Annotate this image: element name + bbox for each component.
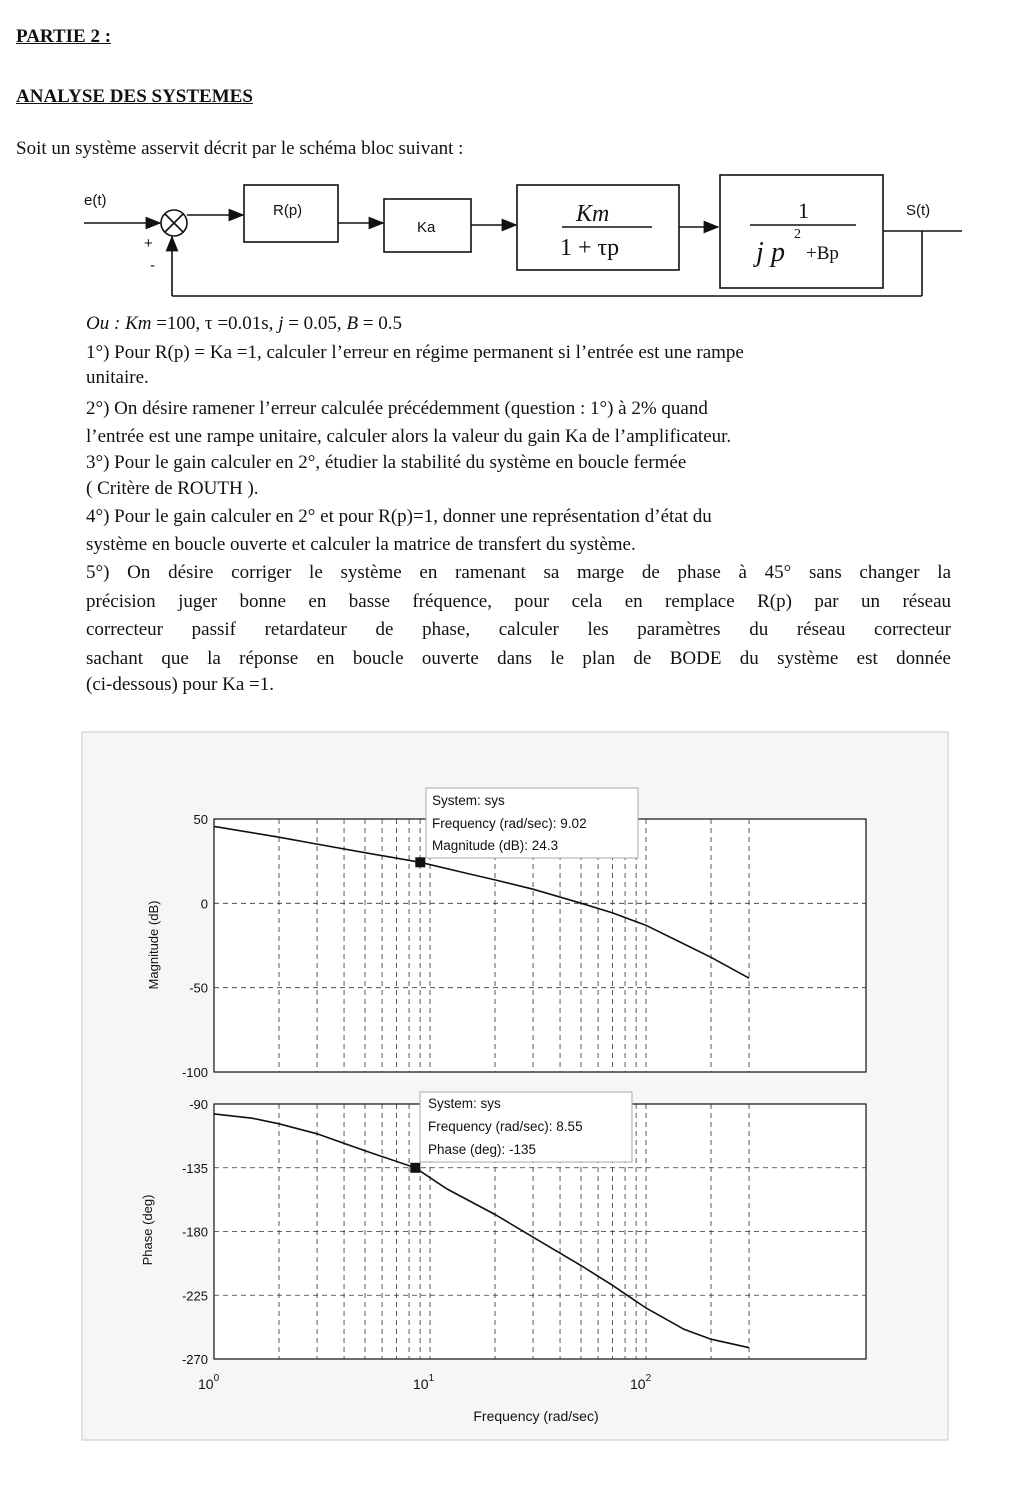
question-5-line-5: (ci-dessous) pour Ka =1. [86, 674, 275, 695]
magnitude-datatip-marker [415, 857, 425, 867]
phase-datatip [420, 1092, 632, 1162]
magnitude-y-tick-label: -100 [181, 1065, 208, 1080]
phase-y-tick-label: -90 [189, 1097, 208, 1112]
motor-numerator: Km [576, 201, 610, 227]
question-3-line-2: ( Critère de ROUTH ). [86, 477, 259, 499]
param-b: B [346, 313, 359, 334]
param-j-value: = 0.05, [283, 313, 347, 334]
question-5-line-2: précision juger bonne en basse fréquence, pour cela en remplace R(p) par un réseau [86, 590, 951, 612]
questions [86, 310, 951, 697]
question-1-line-1: 1°) Pour R(p) = Ka =1, calculer l’erreur en régime permanent si l’entrée est une rampe [86, 341, 744, 363]
plant-numerator: 1 [798, 198, 809, 223]
x-tick-label-10e1: $10^1$ [413, 1373, 435, 1392]
magnitude-datatip-system: System: sys [432, 793, 505, 808]
param-j: j [278, 313, 284, 334]
question-4-line-1: 4°) Pour le gain calculer en 2° et pour R(p)=1, donner une représentation d’état du [86, 505, 712, 527]
intro-text: Soit un système asservit décrit par le schéma bloc suivant : [16, 138, 464, 159]
param-b-value: = 0.5 [358, 313, 403, 334]
plant-den-j: j [756, 237, 764, 268]
question-2-line-2: l’entrée est une rampe unitaire, calculer alors la valeur du gain Ka de l’amplificateur. [86, 425, 732, 447]
section-heading: ANALYSE DES SYSTEMES [16, 86, 253, 107]
plant-den-rest: +Bp [806, 243, 839, 264]
motor-denominator: 1 + τp [560, 235, 620, 261]
bode-plot [0, 730, 1013, 1460]
phase-y-tick-label: -135 [181, 1160, 208, 1176]
block-ka-label: Ka [417, 219, 436, 236]
question-1-line-2: unitaire. [86, 367, 149, 388]
phase-datatip-value: Phase (deg): -135 [428, 1142, 537, 1157]
params-ou: Ou : [86, 313, 121, 334]
magnitude-datatip-value: Magnitude (dB): 24.3 [432, 838, 559, 853]
x-tick-label-10e2: $10^2$ [630, 1373, 652, 1392]
question-2-line-1: 2°) On désire ramener l’erreur calculée précédemment (question : 1°) à 2% quand [86, 398, 708, 419]
x-axis-label: Frequency (rad/sec) [473, 1408, 599, 1424]
phase-datatip-frequency: Frequency (rad/sec): 8.55 [428, 1119, 583, 1134]
phase-y-tick-label: -225 [181, 1288, 208, 1304]
phase-ylabel: Phase (deg) [140, 1194, 155, 1266]
plant-den-exponent: 2 [794, 227, 801, 242]
phase-datatip-system: System: sys [428, 1096, 501, 1111]
input-label: e(t) [84, 192, 107, 209]
question-4-line-2: système en boucle ouverte et calculer la matrice de transfert du système. [86, 533, 636, 555]
minus-sign: - [150, 257, 155, 274]
params-line [86, 310, 951, 339]
block-r-label: R(p) [273, 202, 303, 219]
block-diagram [0, 165, 1013, 325]
param-km: Km [125, 313, 152, 334]
question-5-line-1: 5°) On désire corriger le système en ramenant sa marge de phase à 45° sans changer la [86, 561, 951, 583]
question-5-line-3: correcteur passif retardateur de phase, calculer les paramètres du réseau correcteur [86, 619, 951, 640]
plus-sign: + [144, 235, 153, 252]
magnitude-datatip [426, 788, 638, 858]
phase-datatip-marker [410, 1163, 420, 1173]
magnitude-y-tick-label: -50 [189, 980, 208, 996]
magnitude-ylabel: Magnitude (dB) [146, 900, 161, 990]
magnitude-datatip-frequency: Frequency (rad/sec): 9.02 [432, 816, 587, 831]
output-label: S(t) [906, 202, 931, 219]
plant-den-p: p [771, 237, 785, 268]
x-tick-label-10e0: $10^0$ [198, 1373, 220, 1392]
magnitude-y-tick-label: 50 [193, 812, 208, 827]
param-km-value: =100, τ =0.01s, [151, 313, 279, 334]
block-plant [720, 175, 883, 288]
phase-y-tick-label: -270 [181, 1352, 208, 1367]
question-3-line-1: 3°) Pour le gain calculer en 2°, étudier la stabilité du système en boucle fermée [86, 451, 687, 473]
phase-y-tick-label: -180 [181, 1224, 208, 1240]
magnitude-y-tick-label: 0 [200, 896, 208, 912]
question-5-line-4: sachant que la réponse en boucle ouverte dans le plan de BODE du système est donnée [86, 647, 951, 669]
part-heading: PARTIE 2 : [16, 26, 112, 47]
